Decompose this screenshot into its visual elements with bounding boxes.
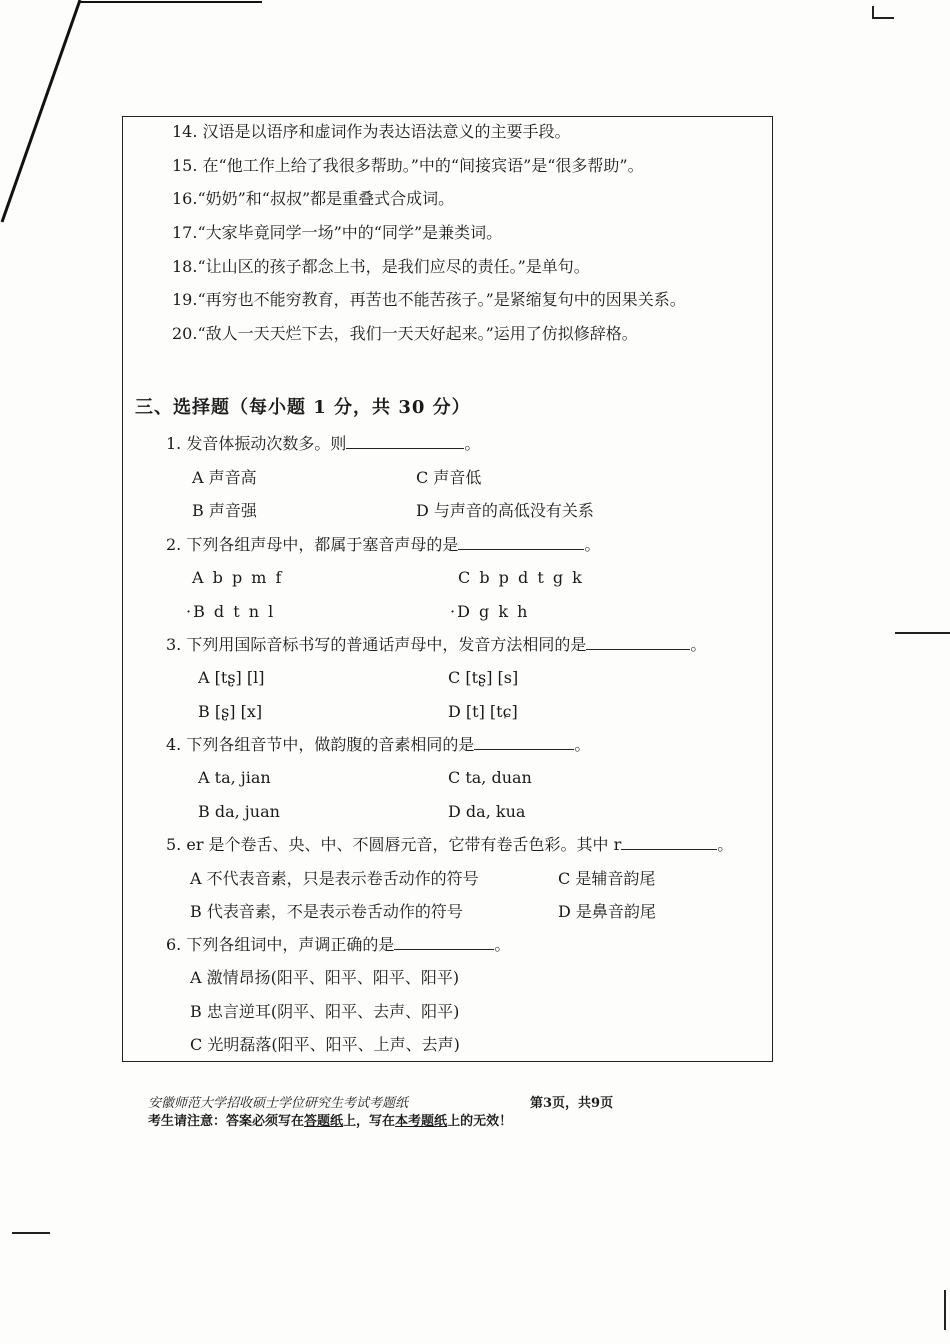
footer-page-number: 第3页，共9页	[530, 1096, 614, 1111]
question-4-end: 。	[574, 735, 591, 754]
scan-mark-top-right-h	[872, 17, 894, 19]
judgement-item-15: 15. 在“他工作上给了我很多帮助。”中的“间接宾语”是“很多帮助”。	[172, 156, 644, 175]
notice-prefix: 考生请注意：答案必须写在	[148, 1114, 305, 1129]
question-3-option-b: B [ʂ] [x]	[198, 702, 263, 721]
footer-notice	[148, 1110, 512, 1129]
notice-suffix: 上的无效！	[447, 1114, 513, 1129]
question-3-stem	[166, 635, 706, 655]
question-4-text: 4. 下列各组音节中，做韵腹的音素相同的是	[166, 735, 475, 754]
footer-school: 安徽师范大学招收硕士学位研究生考试考题纸	[148, 1096, 409, 1111]
question-5-option-c: C 是辅音韵尾	[558, 869, 656, 888]
question-2-option-c: C b p d t g k	[458, 568, 584, 587]
question-1-option-c: C 声音低	[416, 468, 482, 487]
question-6-option-b: B 忠言逆耳(阴平、阳平、去声、阳平)	[190, 1002, 460, 1021]
question-3-end: 。	[690, 635, 707, 654]
judgement-item-18: 18.“让山区的孩子都念上书，是我们应尽的责任。”是单句。	[172, 257, 590, 276]
answer-blank	[621, 835, 717, 850]
question-4-option-a: A ta, jian	[198, 768, 271, 787]
judgement-item-19: 19.“再穷也不能穷教育，再苦也不能苦孩子。”是紧缩复句中的因果关系。	[172, 290, 686, 309]
answer-blank	[458, 535, 584, 550]
question-4-option-c: C ta, duan	[448, 768, 532, 787]
answer-blank	[474, 735, 574, 750]
question-3-text: 3. 下列用国际音标书写的普通话声母中，发音方法相同的是	[166, 635, 587, 654]
judgement-item-14: 14. 汉语是以语序和虚词作为表达语法意义的主要手段。	[172, 122, 571, 141]
question-5-option-a: A 不代表音素，只是表示卷舌动作的符号	[190, 869, 479, 888]
question-6-stem	[166, 935, 510, 955]
question-6-option-a: A 激情昂扬(阳平、阳平、阳平、阳平)	[190, 968, 460, 987]
question-1-option-d: D 与声音的高低没有关系	[416, 501, 594, 520]
question-2-option-d: ·D g k h	[450, 602, 530, 621]
question-2-option-a: A b p m f	[192, 568, 284, 587]
judgement-item-16: 16.“奶奶”和“叔叔”都是重叠式合成词。	[172, 189, 455, 208]
question-4-stem	[166, 735, 590, 755]
notice-mid: 上，写在	[343, 1114, 396, 1129]
judgement-item-17: 17.“大家毕竟同学一场”中的“同学”是兼类词。	[172, 223, 503, 242]
question-3-option-c: C [tʂ] [s]	[448, 668, 519, 687]
question-5-text: 5. er 是个卷舌、央、中、不圆唇元音，它带有卷舌色彩。其中 r	[166, 835, 622, 854]
question-5-option-b: B 代表音素，不是表示卷舌动作的符号	[190, 902, 463, 921]
judgement-item-20: 20.“敌人一天天烂下去，我们一天天好起来。”运用了仿拟修辞格。	[172, 324, 638, 343]
question-2-text: 2. 下列各组声母中，都属于塞音声母的是	[166, 535, 459, 554]
notice-question-sheet: 本考题纸	[395, 1114, 448, 1129]
question-1-option-b: B 声音强	[192, 501, 257, 520]
question-5-stem	[166, 835, 733, 855]
question-4-option-d: D da, kua	[448, 802, 526, 821]
notice-answer-sheet: 答题纸	[304, 1114, 344, 1129]
question-1-end: 。	[464, 434, 481, 453]
scan-mark-bottom-left	[12, 1232, 50, 1234]
answer-blank	[394, 935, 494, 950]
question-3-option-d: D [t] [tɕ]	[448, 702, 518, 721]
question-6-option-c: C 光明磊落(阳平、阳平、上声、去声)	[190, 1035, 460, 1054]
scan-mark-right-edge	[944, 1290, 946, 1330]
question-4-option-b: B da, juan	[198, 802, 280, 821]
answer-blank	[346, 434, 464, 449]
question-2-end: 。	[584, 535, 601, 554]
question-5-option-d: D 是鼻音韵尾	[558, 902, 656, 921]
question-1-text: 1. 发音体振动次数多。则	[166, 434, 347, 453]
scan-mark-right	[895, 632, 950, 634]
question-1-stem	[166, 434, 480, 454]
question-3-option-a: A [tʂ] [l]	[198, 668, 265, 687]
question-2-option-b: ·B d t n l	[186, 602, 276, 621]
answer-blank	[586, 635, 690, 650]
question-6-end: 。	[494, 935, 511, 954]
question-5-end: 。	[717, 835, 734, 854]
question-2-stem	[166, 535, 600, 555]
section-title: 三、选择题（每小题 1 分，共 30 分）	[135, 397, 471, 418]
question-6-text: 6. 下列各组词中，声调正确的是	[166, 935, 395, 954]
question-1-option-a: A 声音高	[192, 468, 257, 487]
